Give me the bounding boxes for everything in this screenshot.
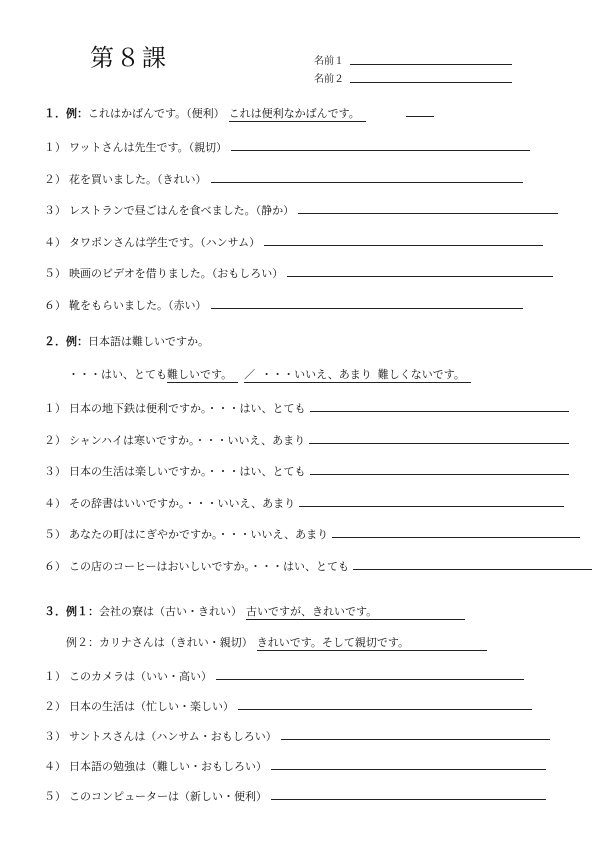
section3-item-2 bbox=[44, 697, 532, 715]
item-number: ３） bbox=[44, 465, 66, 478]
item-number: ５） bbox=[44, 267, 66, 280]
section1-item-4 bbox=[44, 233, 543, 251]
section2-item-2 bbox=[44, 431, 569, 449]
section3-example2-answer: きれいです。そして親切です。 bbox=[257, 634, 487, 651]
item-prompt: このカメラは（いい・高い） bbox=[69, 670, 212, 683]
item-number: ６） bbox=[44, 298, 66, 312]
item-number: ２） bbox=[44, 433, 66, 447]
section3-example1 bbox=[44, 603, 465, 621]
item-number: １） bbox=[44, 402, 66, 415]
section2-example bbox=[44, 333, 209, 351]
answer-blank[interactable] bbox=[299, 494, 564, 507]
section1-item-6 bbox=[44, 296, 523, 314]
item-prompt: タワポンさんは学生です。（ハンサム） bbox=[69, 235, 261, 249]
item-number: ３） bbox=[44, 730, 66, 743]
item-prompt: このコンピューターは（新しい・便利） bbox=[69, 790, 267, 803]
section2-example-prompt: 日本語は難しいですか。 bbox=[88, 335, 209, 348]
item-prompt: レストランで昼ごはんを食べました。（静か） bbox=[69, 204, 295, 217]
section2-example-answer-row bbox=[68, 366, 471, 384]
section1-item-5 bbox=[44, 264, 553, 282]
answer-blank[interactable] bbox=[238, 697, 532, 710]
section3-item-3 bbox=[44, 727, 550, 745]
answer-blank[interactable] bbox=[231, 138, 530, 151]
answer-blank[interactable] bbox=[332, 525, 580, 538]
section1-example-answer: これは便利なかばんです。 bbox=[229, 105, 366, 122]
section1-item-2 bbox=[44, 170, 523, 188]
section2-item-6 bbox=[44, 557, 592, 575]
answer-blank[interactable] bbox=[298, 201, 558, 214]
section2-answer-lead2: ・・・いいえ、あまり bbox=[261, 366, 378, 383]
answer-blank[interactable] bbox=[216, 667, 524, 680]
item-prompt: 花を買いました。（きれい） bbox=[69, 172, 207, 186]
section3-label1: ３．例１： bbox=[44, 605, 99, 618]
item-prompt: ワットさんは先生です。（親切） bbox=[69, 141, 228, 154]
answer-blank[interactable] bbox=[310, 399, 569, 412]
section3-example2-prompt: カリナさんは（きれい・親切） bbox=[99, 636, 253, 649]
item-number: ５） bbox=[44, 790, 66, 803]
item-number: １） bbox=[44, 670, 66, 683]
item-number: ６） bbox=[44, 559, 66, 573]
page-title: 第８課 bbox=[90, 44, 168, 72]
section2-item-1 bbox=[44, 399, 569, 417]
answer-blank[interactable] bbox=[309, 431, 569, 444]
item-number: ４） bbox=[44, 496, 66, 510]
item-number: ４） bbox=[44, 235, 66, 249]
item-prompt: 靴をもらいました。（赤い） bbox=[69, 298, 207, 312]
item-prompt: サントスさんは（ハンサム・おもしろい） bbox=[69, 730, 277, 743]
answer-blank[interactable] bbox=[271, 787, 546, 800]
section2-answer-sep: ／ bbox=[244, 366, 261, 383]
item-number: ４） bbox=[44, 760, 66, 773]
section1-item-1 bbox=[44, 138, 530, 156]
answer-blank[interactable] bbox=[211, 296, 523, 309]
section3-example1-answer: 古いですが、きれいです。 bbox=[246, 603, 465, 620]
section3-item-4 bbox=[44, 757, 546, 775]
answer-blank[interactable] bbox=[310, 462, 569, 475]
section3-item-1 bbox=[44, 667, 524, 685]
section3-item-5 bbox=[44, 787, 546, 805]
section2-answer-lead: ・・・はい、とても bbox=[68, 368, 167, 381]
section2-answer-1: 難しいです。 bbox=[167, 366, 238, 383]
item-prompt: 映画のビデオを借りました。（おもしろい） bbox=[69, 267, 284, 280]
item-prompt: その辞書はいいですか。・・・いいえ、あまり bbox=[69, 496, 296, 510]
section2-label: ２．例： bbox=[44, 335, 88, 348]
section2-item-5 bbox=[44, 525, 580, 543]
item-prompt: 日本の地下鉄は便利ですか。・・・はい、とても bbox=[69, 402, 306, 415]
answer-blank[interactable] bbox=[211, 170, 523, 183]
section1-example bbox=[44, 104, 434, 122]
answer-blank[interactable] bbox=[353, 557, 592, 570]
answer-blank[interactable] bbox=[281, 727, 550, 740]
section1-item-3 bbox=[44, 201, 558, 219]
section3-example1-prompt: 会社の寮は（古い・きれい） bbox=[99, 605, 242, 618]
section3-label2: 例２： bbox=[66, 636, 99, 649]
name-label-2: 名前２ bbox=[314, 74, 344, 85]
answer-blank[interactable] bbox=[287, 264, 553, 277]
item-prompt: あなたの町はにぎやかですか。・・・いいえ、あまり bbox=[69, 528, 329, 541]
answer-blank[interactable] bbox=[264, 233, 543, 246]
section2-item-4 bbox=[44, 494, 564, 512]
item-prompt: 日本の生活は（忙しい・楽しい） bbox=[69, 700, 234, 713]
item-prompt: 日本語の勉強は（難しい・おもしろい） bbox=[69, 760, 267, 773]
name-label-1: 名前１ bbox=[314, 56, 344, 67]
name-field-1[interactable] bbox=[350, 64, 512, 65]
answer-blank[interactable] bbox=[271, 757, 546, 770]
item-number: １） bbox=[44, 141, 66, 154]
item-number: ５） bbox=[44, 528, 66, 541]
section2-answer-2: 難しくないです。 bbox=[378, 366, 471, 383]
section1-example-tail bbox=[406, 104, 434, 117]
item-prompt: 日本の生活は楽しいですか。・・・はい、とても bbox=[69, 465, 306, 478]
item-number: ２） bbox=[44, 700, 66, 713]
item-number: ３） bbox=[44, 204, 66, 217]
section2-item-3 bbox=[44, 462, 569, 480]
item-number: ２） bbox=[44, 172, 66, 186]
section1-example-prompt: これはかばんです。（便利） bbox=[88, 107, 225, 120]
name-field-2[interactable] bbox=[350, 82, 512, 83]
section3-example2 bbox=[66, 634, 487, 652]
item-prompt: シャンハイは寒いですか。・・・いいえ、あまり bbox=[69, 433, 306, 447]
item-prompt: この店のコーヒーはおいしいですか。・・・はい、とても bbox=[69, 559, 350, 573]
section1-label: １．例： bbox=[44, 107, 88, 120]
